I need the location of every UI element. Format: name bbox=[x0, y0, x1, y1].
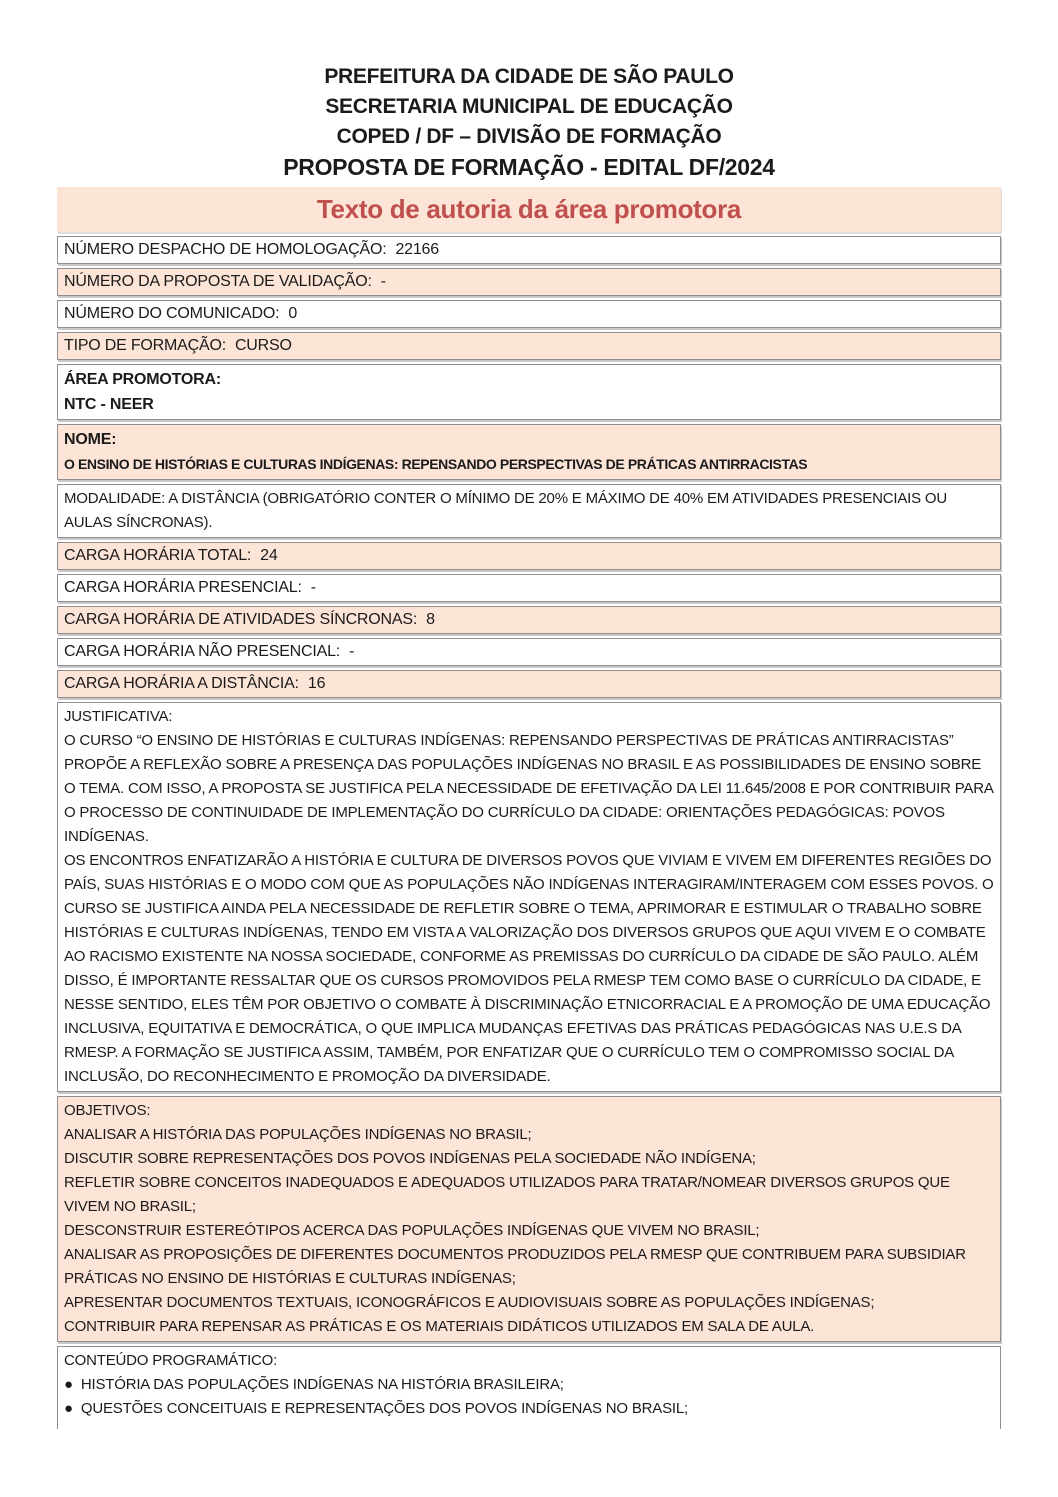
objetivo-item: ANALISAR AS PROPOSIÇÕES DE DIFERENTES DOCUMENTOS PRODUZIDOS PELA RMESP QUE CONTRIBUEM PARA SUBSIDIAR PRÁTICAS NO ENSINO DE HISTÓRIAS E CULTURAS INDÍGENAS; bbox=[64, 1246, 966, 1287]
authorship-banner: Texto de autoria da área promotora bbox=[57, 187, 1001, 232]
section-conteudo-programatico bbox=[57, 1346, 1001, 1429]
bullet-icon: ● bbox=[64, 1400, 73, 1417]
objetivo-item: ANALISAR A HISTÓRIA DAS POPULAÇÕES INDÍGENAS NO BRASIL; bbox=[64, 1126, 532, 1143]
objetivo-item: DESCONSTRUIR ESTEREÓTIPOS ACERCA DAS POPULAÇÕES INDÍGENAS QUE VIVEM NO BRASIL; bbox=[64, 1222, 760, 1239]
conteudo-item-text: QUESTÕES CONCEITUAIS E REPRESENTAÇÕES DOS POVOS INDÍGENAS NO BRASIL; bbox=[80, 1400, 688, 1417]
field-value: - bbox=[310, 579, 316, 596]
field-row-comunicado bbox=[57, 300, 1001, 328]
field-value: 8 bbox=[426, 611, 435, 628]
field-label: CARGA HORÁRIA NÃO PRESENCIAL: bbox=[64, 643, 341, 660]
field-label: NÚMERO DA PROPOSTA DE VALIDAÇÃO: bbox=[64, 273, 372, 290]
field-label: MODALIDADE: bbox=[64, 490, 166, 507]
header-line-secretaria: SECRETARIA MUNICIPAL DE EDUCAÇÃO bbox=[325, 95, 733, 118]
field-row-proposta-validacao bbox=[57, 268, 1001, 296]
document-header bbox=[57, 62, 1001, 182]
field-value: CURSO bbox=[234, 337, 292, 354]
header-line-proposta-edital: PROPOSTA DE FORMAÇÃO - EDITAL DF/2024 bbox=[283, 154, 775, 180]
field-label: NÚMERO DESPACHO DE HOMOLOGAÇÃO: bbox=[64, 241, 387, 258]
field-label: CARGA HORÁRIA A DISTÂNCIA: bbox=[64, 675, 299, 692]
field-label: CARGA HORÁRIA DE ATIVIDADES SÍNCRONAS: bbox=[64, 611, 418, 628]
section-objetivos bbox=[57, 1096, 1001, 1342]
field-label: NÚMERO DO COMUNICADO: bbox=[64, 305, 280, 322]
field-row-carga-horaria-nao-presencial bbox=[57, 638, 1001, 666]
header-line-prefeitura: PREFEITURA DA CIDADE DE SÃO PAULO bbox=[324, 65, 734, 88]
field-label: CARGA HORÁRIA PRESENCIAL: bbox=[64, 579, 302, 596]
section-label: OBJETIVOS: bbox=[64, 1102, 151, 1119]
field-row-carga-horaria-sincronas bbox=[57, 606, 1001, 634]
field-row-carga-horaria-distancia bbox=[57, 670, 1001, 698]
field-label: CARGA HORÁRIA TOTAL: bbox=[64, 547, 252, 564]
header-line-coped: COPED / DF – DIVISÃO DE FORMAÇÃO bbox=[336, 125, 722, 148]
field-value: - bbox=[349, 643, 355, 660]
field-value: 16 bbox=[307, 675, 326, 692]
field-label: ÁREA PROMOTORA: bbox=[64, 371, 222, 388]
objetivo-item: APRESENTAR DOCUMENTOS TEXTUAIS, ICONOGRÁFICOS E AUDIOVISUAIS SOBRE AS POPULAÇÕES INDÍGENAS; bbox=[64, 1294, 875, 1311]
field-row-tipo-formacao bbox=[57, 332, 1001, 360]
objetivo-item: DISCUTIR SOBRE REPRESENTAÇÕES DOS POVOS INDÍGENAS PELA SOCIEDADE NÃO INDÍGENA; bbox=[64, 1150, 756, 1167]
section-label: JUSTIFICATIVA: bbox=[64, 708, 173, 725]
conteudo-item-text: HISTÓRIA DAS POPULAÇÕES INDÍGENAS NA HISTÓRIA BRASILEIRA; bbox=[80, 1376, 564, 1393]
field-row-nome bbox=[57, 424, 1001, 480]
field-row-carga-horaria-total bbox=[57, 542, 1001, 570]
conteudo-item bbox=[64, 1373, 994, 1397]
field-value: - bbox=[380, 273, 386, 290]
field-row-despacho-homologacao bbox=[57, 236, 1001, 264]
objetivo-item: CONTRIBUIR PARA REPENSAR AS PRÁTICAS E OS MATERIAIS DIDÁTICOS UTILIZADOS EM SALA DE AULA. bbox=[64, 1318, 815, 1335]
field-value: 0 bbox=[288, 305, 298, 322]
justificativa-paragraph: OS ENCONTROS ENFATIZARÃO A HISTÓRIA E CULTURA DE DIVERSOS POVOS QUE VIVIAM E VIVEM EM DIFERENTES REGIÕES DO PAÍS, SUAS HISTÓRIAS E O MODO COM QUE AS POPULAÇÕES NÃO INDÍGENAS INTERAGIRAM/INTERAGEM COM ESSES POVOS. O CURSO SE JUSTIFICA AINDA PELA NECESSIDADE DE REFLETIR SOBRE O TEMA, APRIMORAR E ESTIMULAR O TRABALHO SOBRE HISTÓRIAS E CULTURAS INDÍGENAS, TENDO EM VISTA A VALORIZAÇÃO DOS DIVERSOS GRUPOS QUE AQUI VIVEM E O COMBATE AO RACISMO EXISTENTE NA NOSSA SOCIEDADE, CONFORME AS PREMISSAS DO CURRÍCULO DA CIDADE DE SÃO PAULO. ALÉM DISSO, É IMPORTANTE RESSALTAR QUE OS CURSOS PROMOVIDOS PELA RMESP TEM COMO BASE O CURRÍCULO DA CIDADE, E NESSE SENTIDO, ELES TÊM POR OBJETIVO O COMBATE À DISCRIMINAÇÃO ETNICORRACIAL E A PROMOÇÃO DE UMA EDUCAÇÃO INCLUSIVA, EQUITATIVA E DEMOCRÁTICA, O QUE IMPLICA MUDANÇAS EFETIVAS DAS PRÁTICAS PEDAGÓGICAS NAS U.E.S DA RMESP. A FORMAÇÃO SE JUSTIFICA ASSIM, TAMBÉM, POR ENFATIZAR QUE O CURRÍCULO TEM O COMPROMISSO SOCIAL DA INCLUSÃO, DO RECONHECIMENTO E PROMOÇÃO DA DIVERSIDADE. bbox=[64, 852, 994, 1085]
section-label: CONTEÚDO PROGRAMÁTICO: bbox=[64, 1352, 278, 1369]
field-label: NOME: bbox=[64, 431, 117, 448]
conteudo-item bbox=[64, 1397, 994, 1421]
field-value: 22166 bbox=[395, 241, 439, 258]
field-row-carga-horaria-presencial bbox=[57, 574, 1001, 602]
justificativa-paragraph: O CURSO “O ENSINO DE HISTÓRIAS E CULTURAS INDÍGENAS: REPENSANDO PERSPECTIVAS DE PRÁTICAS ANTIRRACISTAS” PROPÕE A REFLEXÃO SOBRE A PRESENÇA DAS POPULAÇÕES INDÍGENAS NO BRASIL E AS POSSIBILIDADES DE ENSINO SOBRE O TEMA. COM ISSO, A PROPOSTA SE JUSTIFICA PELA NECESSIDADE DE EFETIVAÇÃO DA LEI 11.645/2008 E POR CONTRIBUIR PARA O PROCESSO DE CONTINUIDADE DE IMPLEMENTAÇÃO DO CURRÍCULO DA CIDADE: ORIENTAÇÕES PEDAGÓGICAS: POVOS INDÍGENAS. bbox=[64, 732, 993, 845]
field-value: 24 bbox=[260, 547, 278, 564]
field-row-area-promotora bbox=[57, 364, 1001, 420]
objetivo-item: REFLETIR SOBRE CONCEITOS INADEQUADOS E ADEQUADOS UTILIZADOS PARA TRATAR/NOMEAR DIVERSOS GRUPOS QUE VIVEM NO BRASIL; bbox=[64, 1174, 950, 1215]
bullet-icon: ● bbox=[64, 1376, 73, 1393]
field-label: TIPO DE FORMAÇÃO: bbox=[64, 337, 226, 354]
field-row-modalidade bbox=[57, 484, 1001, 538]
field-value: A DISTÂNCIA (OBRIGATÓRIO CONTER O MÍNIMO DE 20% E MÁXIMO DE 40% EM ATIVIDADES PRESENCIAIS OU AULAS SÍNCRONAS). bbox=[64, 490, 947, 531]
section-justificativa bbox=[57, 702, 1001, 1092]
field-value: NTC - NEER bbox=[64, 396, 154, 413]
course-title: O ENSINO DE HISTÓRIAS E CULTURAS INDÍGENAS: REPENSANDO PERSPECTIVAS DE PRÁTICAS ANTIRRACISTAS bbox=[64, 456, 808, 472]
